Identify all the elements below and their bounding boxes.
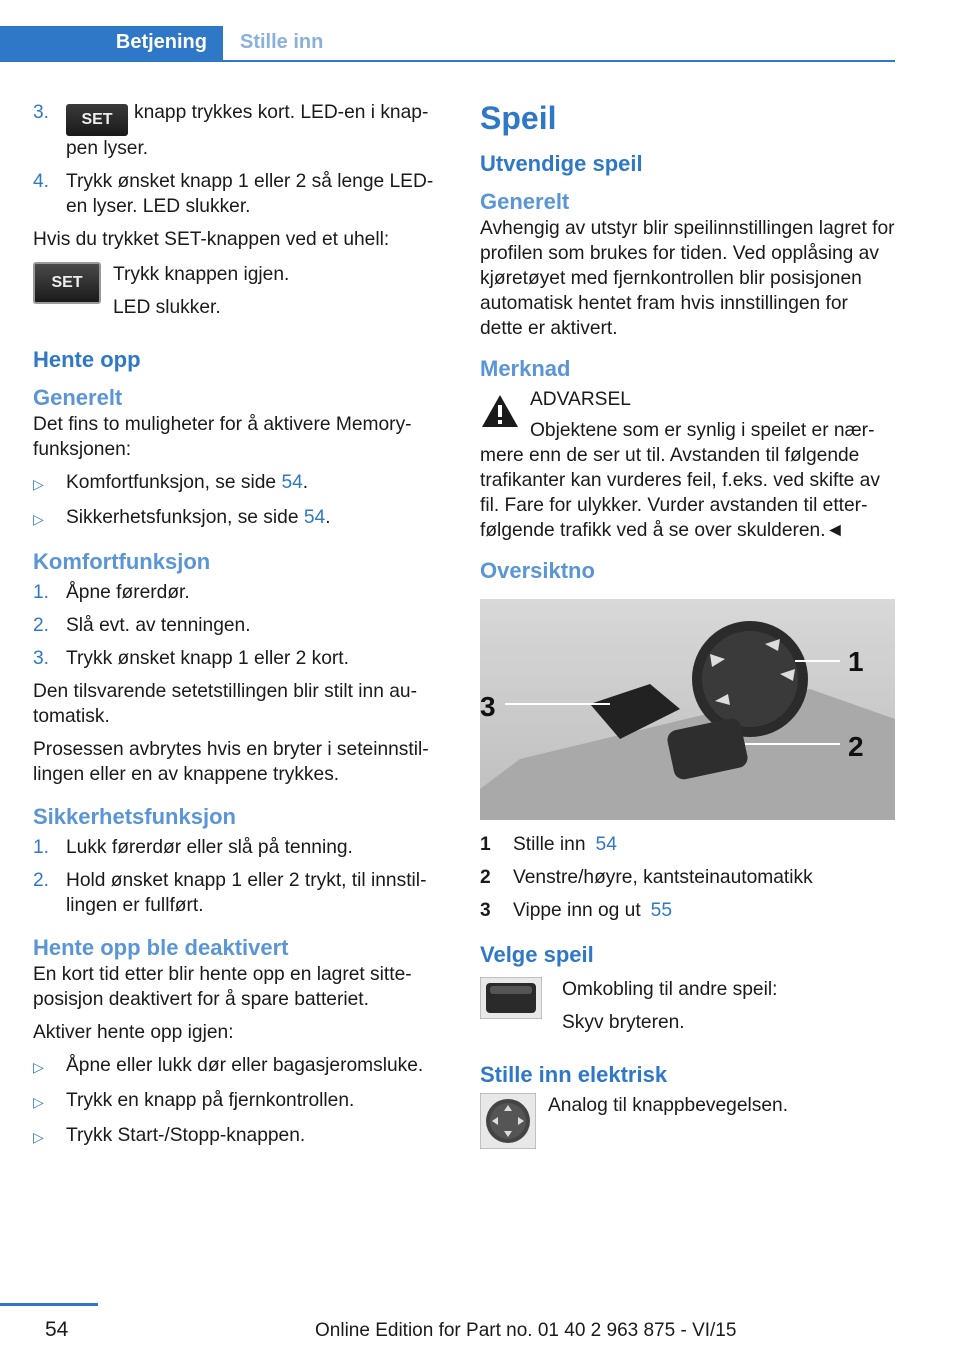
list-item: ▷ Sikkerhetsfunksjon, se side 54. — [33, 505, 445, 532]
elektrisk-heading: Stille inn elektrisk — [480, 1062, 668, 1087]
callout-2: 2 — [848, 731, 864, 762]
list-item: ▷ Åpne eller lukk dør eller bagasjeromsluke. — [33, 1053, 445, 1080]
list-item: 3. Trykk ønsket knapp 1 eller 2 kort. — [33, 648, 349, 669]
set-instruction: SET Trykk knappen igjen. LED slukker. — [33, 262, 445, 320]
set-button-icon: SET — [66, 104, 128, 136]
hente-opp-heading: Hente opp — [33, 347, 141, 372]
utvendige-heading: Utvendige speil — [480, 151, 643, 176]
generelt-heading: Generelt — [33, 385, 123, 410]
speil-heading: Speil — [480, 100, 557, 136]
deaktivert-heading: Hente opp ble deaktivert — [33, 935, 289, 960]
tab-stille-inn[interactable]: Stille inn — [240, 31, 324, 53]
advarsel-label: ADVARSEL — [530, 389, 631, 410]
generelt-heading: Generelt — [480, 189, 570, 214]
legend-row: 3 Vippe inn og ut 55 — [480, 900, 673, 921]
mirror-joystick-icon — [480, 1093, 536, 1149]
tab-betjening[interactable]: Betjening — [0, 26, 223, 60]
triangle-bullet-icon: ▷ — [33, 511, 44, 527]
header-rule — [0, 60, 895, 62]
list-item: ▷ Trykk Start-/Stopp-knappen. — [33, 1123, 445, 1150]
legend-row: 1 Stille inn 54 — [480, 834, 617, 855]
merknad-heading: Merknad — [480, 356, 571, 381]
page-header — [0, 26, 895, 62]
list-item: 2. Slå evt. av tenningen. — [33, 615, 251, 636]
komfort-heading: Komfortfunksjon — [33, 549, 211, 574]
triangle-bullet-icon: ▷ — [33, 1129, 44, 1145]
warning-box — [480, 387, 895, 543]
legend-row: 2 Venstre/høyre, kantsteinautomatikk — [480, 867, 813, 888]
list-item: ▷ Komfortfunksjon, se side 54. — [33, 470, 445, 497]
accident-text: Hvis du trykket SET-knappen ved et uhell: — [33, 229, 390, 250]
edition-text: Online Edition for Part no. 01 40 2 963 875 - VI/15 — [315, 1320, 737, 1341]
page-link[interactable]: 54 — [595, 834, 617, 855]
set-button-icon: SET — [33, 262, 101, 304]
list-item: ▷ Trykk en knapp på fjernkontrollen. — [33, 1088, 445, 1115]
page-number: 54 — [45, 1318, 69, 1341]
right-column: Speil Utvendige speil Generelt Avhengig av utstyr blir speilinnstillingen lagret for profilen som brukes for tiden. Ved opplåsing av kjøretøyet med fjernkontrollen blir posisjonen automatisk hentet fram hvis innstillingen for dette er aktivert. Merknad ADVARSEL Objektene som er synlig i speilet er nærmere enn de ser ut til. Avstanden til følgende trafikanter kan vurderes feil, f.eks. ved skifte av fil. Fare for ulykker. Vurder avstanden til etterfølgende trafikk ved å se over skulderen.◄ Oversiktno 1 2 3 1 Stille inn 54 2 Venstre/høyre, kantsteinautomatikk 3 Vippe inn og ut 55 Velge speil Omkobling til andre speil: Skyv bryteren. Stille inn elektrisk Analog til knappbevegelsen. — [480, 100, 895, 1149]
mirror-switch-icon — [480, 977, 542, 1019]
velge-heading: Velge speil — [480, 942, 594, 967]
warning-text: Objektene som er synlig i speilet er nærmere enn de ser ut til. Avstanden til følgende trafikanter kan vurderes feil, f.eks. ved skifte av fil. Fare for ulykker. Vurder avstanden til etterfølgende trafikk ved å se over skulderen.◄ — [480, 420, 880, 541]
page-link[interactable]: 54 — [281, 472, 303, 493]
page-link[interactable]: 54 — [303, 507, 326, 528]
triangle-bullet-icon: ▷ — [33, 1059, 44, 1075]
callout-1: 1 — [848, 646, 864, 677]
triangle-bullet-icon: ▷ — [33, 1094, 44, 1110]
oversiktno-heading: Oversiktno — [480, 558, 595, 583]
list-item: 1. Lukk førerdør eller slå på tenning. — [33, 837, 353, 858]
velge-section: Omkobling til andre speil: Skyv bryteren. — [480, 977, 895, 1035]
warning-icon — [480, 393, 520, 429]
callout-3: 3 — [480, 691, 496, 722]
list-item: 2. Hold ønsket knapp 1 eller 2 trykt, til innstillingen er fullført. — [33, 870, 427, 916]
triangle-bullet-icon: ▷ — [33, 476, 44, 492]
step-3: 3. SET knapp trykkes kort. LED-en i knappen lyser. — [33, 102, 429, 159]
left-column: 3. SET knapp trykkes kort. LED-en i knappen lyser. 4. Trykk ønsket knapp 1 eller 2 så lenge LED-en lyser. LED slukker. Hvis du trykket SET-knappen ved et uhell: SET Trykk knappen igjen. LED slukker. Hente opp Generelt Det fins to muligheter for å aktivere Memory-funksjonen: ▷ Komfortfunksjon, se side 54. ▷ Sikkerhetsfunksjon, se side 54. Komfortfunksjon 1. Åpne førerdør. 2. Slå evt. av tenningen. 3. Trykk ønsket knapp 1 eller 2 kort. Den tilsvarende setetstillingen blir stilt inn automatisk. Prosessen avbrytes hvis en bryter i seteinnstillingen eller en av knappene trykkes. Sikkerhetsfunksjon 1. Lukk førerdør eller slå på tenning. 2. Hold ønsket knapp 1 eller 2 trykt, til innstillingen er fullført. Hente opp ble deaktivert En kort tid etter blir hente opp en lagret sitteposisjon deaktivert for å spare batteriet. Aktiver hente opp igjen: ▷ Åpne eller lukk dør eller bagasjeromsluke. ▷ Trykk en knapp på fjernkontrollen. ▷ Trykk Start-/Stopp-knappen. — [33, 100, 445, 1158]
page-link[interactable]: 55 — [650, 900, 673, 921]
mirror-controls-photo — [480, 599, 895, 820]
list-item: 1. Åpne førerdør. — [33, 582, 190, 603]
elektrisk-section: Analog til knappbevegelsen. — [480, 1093, 895, 1149]
step-4: 4. Trykk ønsket knapp 1 eller 2 så lenge LED-en lyser. LED slukker. — [33, 171, 434, 217]
sikkerhet-heading: Sikkerhetsfunksjon — [33, 804, 236, 829]
footer-rule — [0, 1303, 98, 1306]
